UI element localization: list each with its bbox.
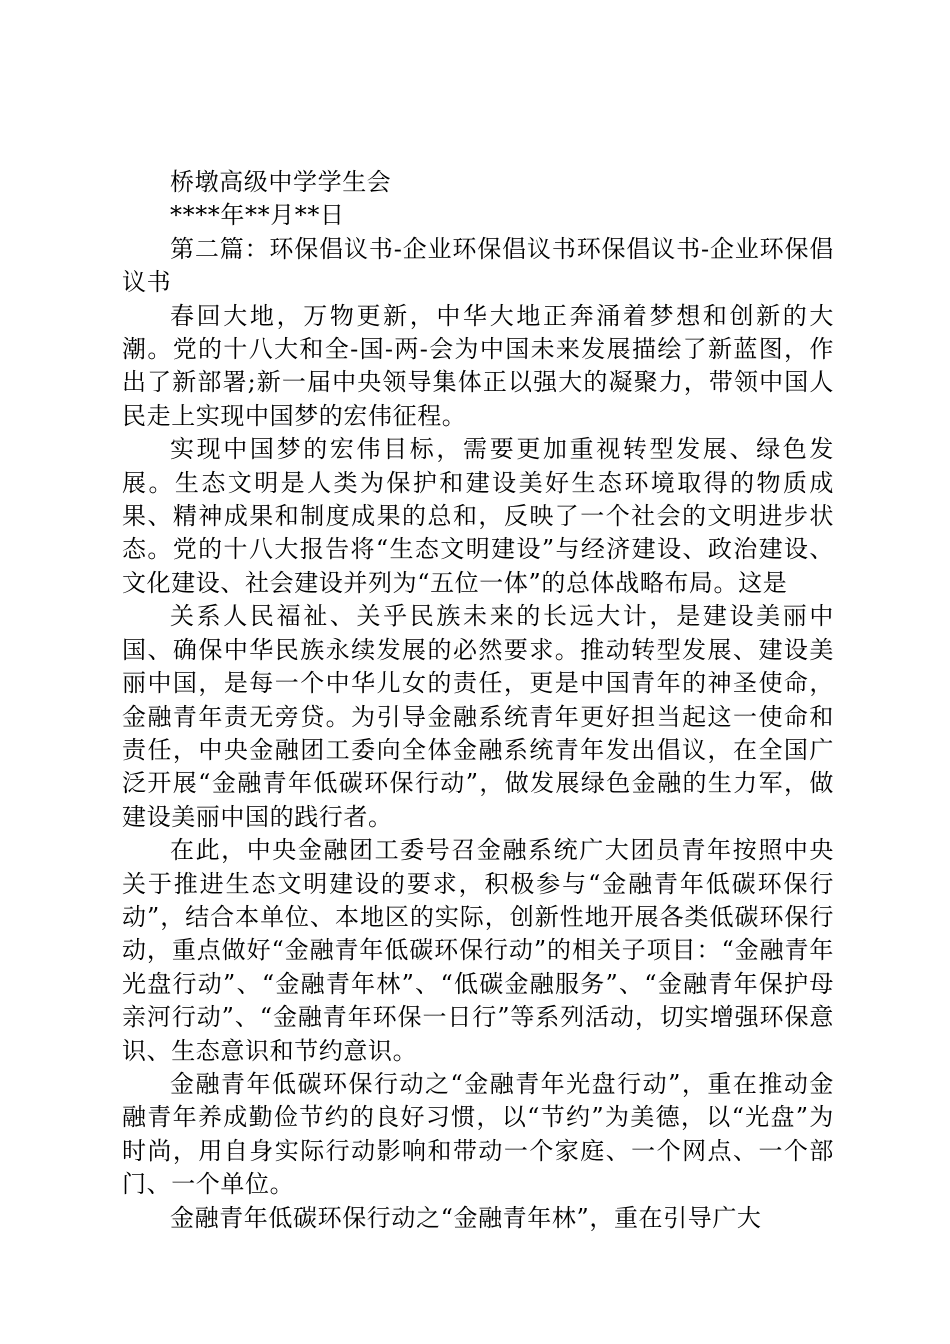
paragraph: 关系人民福祉、关乎民族未来的长远大计，是建设美丽中国、确保中华民族永续发展的必然要求。推动转型发展、建设美丽中国，是每一个中华儿女的责任，更是中国青年的神圣使命，金融青年责无旁贷。为引导金融系统青年更好担当起这一使命和责任，中央金融团工委向全体金融系统青年发出倡议，在全国广泛开展“金融青年低碳环保行动”，做发展绿色金融的生力军，做建设美丽中国的践行者。: [122, 602, 834, 831]
paragraph: 春回大地，万物更新，中华大地正奔涌着梦想和创新的大潮。党的十八大和全-国-两-会为中国未来发展描绘了新蓝图，作出了新部署;新一届中央领导集体正以强大的凝聚力，带领中国人民走上实现中国梦的宏伟征程。: [122, 301, 834, 430]
paragraph: 实现中国梦的宏伟目标，需要更加重视转型发展、绿色发展。生态文明是人类为保护和建设美好生态环境取得的物质成果、精神成果和制度成果的总和，反映了一个社会的文明进步状态。党的十八大报告将“生态文明建设”与经济建设、政治建设、文化建设、社会建设并列为“五位一体”的总体战略布局。这是: [122, 435, 834, 597]
signature-line: 桥墩高级中学学生会: [170, 168, 392, 196]
paragraph: 在此，中央金融团工委号召金融系统广大团员青年按照中央关于推进生态文明建设的要求，积极参与“金融青年低碳环保行动”，结合本单位、本地区的实际，创新性地开展各类低碳环保行动，重点做好“金融青年低碳环保行动”的相关子项目：“金融青年光盘行动”、“金融青年林”、“低碳金融服务”、“金融青年保护母亲河行动”、“金融青年环保一日行”等系列活动，切实增强环保意识、生态意识和节约意识。: [122, 836, 834, 1065]
date-line: ****年**月**日: [170, 201, 345, 230]
document-body: [122, 166, 834, 1235]
section-title: 第二篇：环保倡议书-企业环保倡议书环保倡议书-企业环保倡议书: [122, 234, 834, 297]
paragraph: 金融青年低碳环保行动之“金融青年光盘行动”，重在推动金融青年养成勤俭节约的良好习惯，以“节约”为美德，以“光盘”为时尚，用自身实际行动影响和带动一个家庭、一个网点、一个部门、一个单位。: [122, 1069, 834, 1199]
paragraph: 金融青年低碳环保行动之“金融青年林”，重在引导广大: [170, 1203, 762, 1232]
